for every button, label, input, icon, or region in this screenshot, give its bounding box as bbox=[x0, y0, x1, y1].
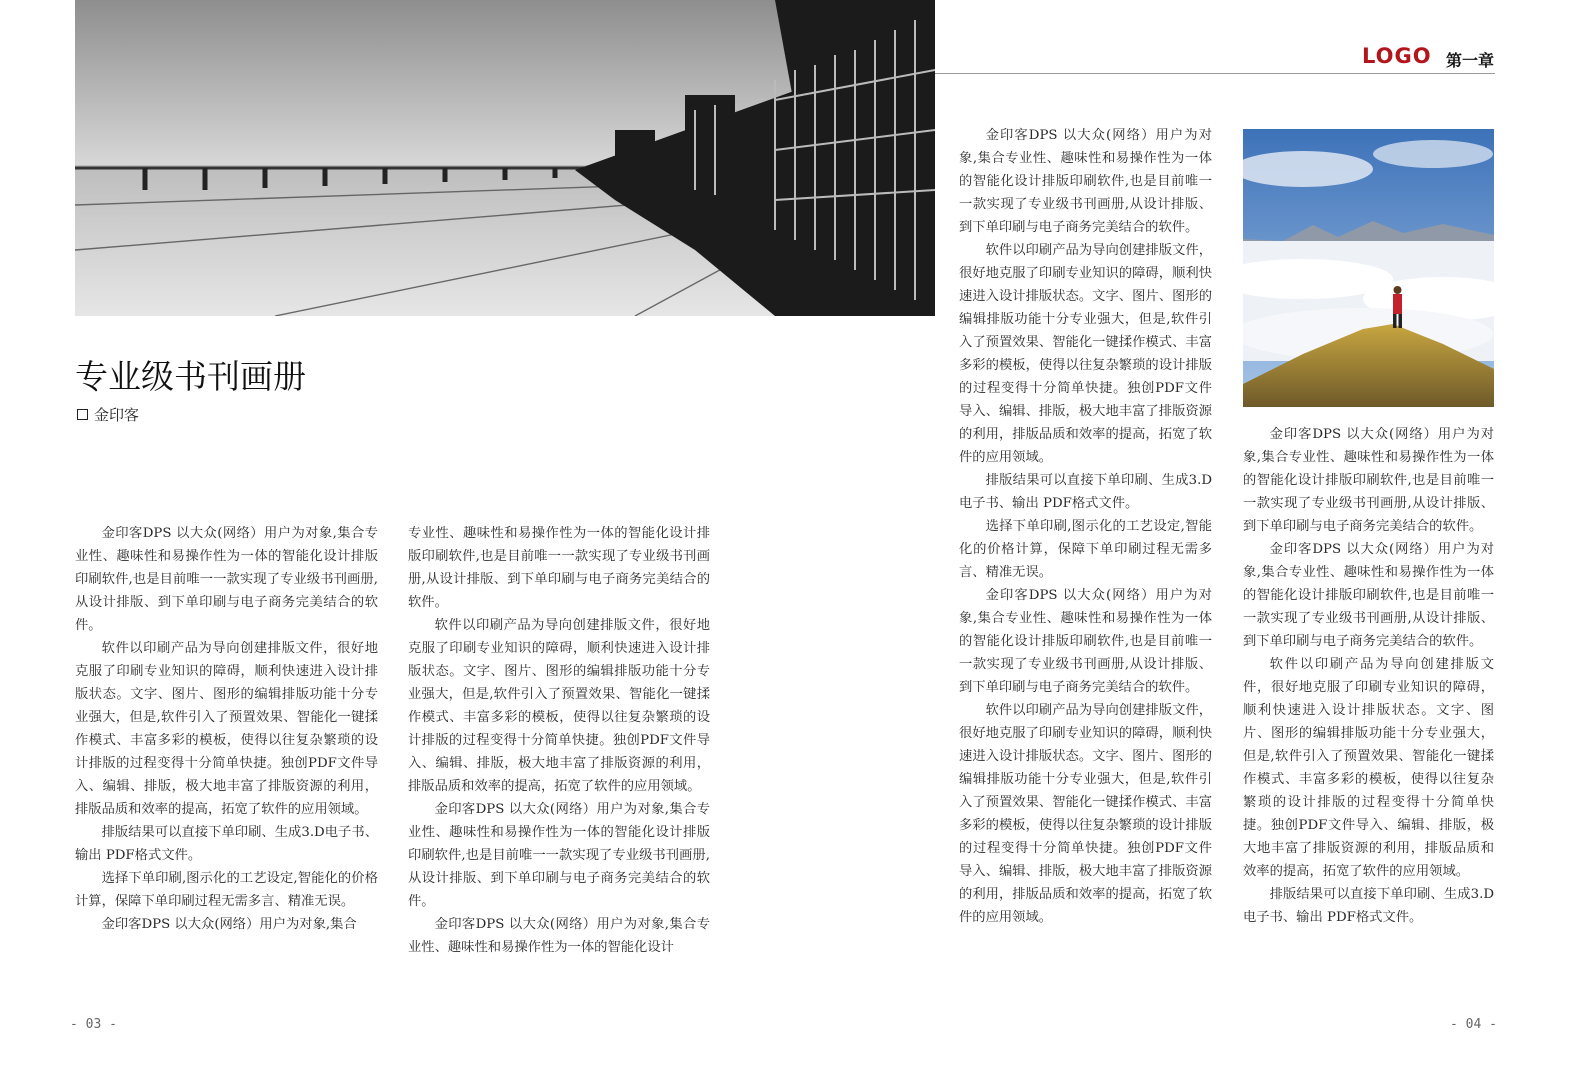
paragraph: 软件以印刷产品为导向创建排版文件，很好地克服了印刷专业知识的障碍，顺利快速进入设计排版状态。文字、图片、图形的编辑排版功能十分专业强大，但是,软件引入了预置效果、智能化一键揉作模式、丰富多彩的模板，使得以往复杂繁琐的设计排版的过程变得十分简单快捷。独创PDF文件导入、编辑、排版，极大地丰富了排版资源的利用，排版品质和效率的提高，拓宽了软件的应用领域。 bbox=[959, 703, 1212, 925]
square-bullet-icon bbox=[77, 409, 88, 420]
paragraph: 选择下单印刷,图示化的工艺设定,智能化的价格计算，保障下单印刷过程无需多言、精准无误。 bbox=[75, 871, 378, 909]
page-number-left: - 03 - bbox=[70, 1017, 117, 1032]
author-line bbox=[77, 404, 139, 425]
text-column-3 bbox=[959, 124, 1212, 974]
paragraph: 选择下单印刷,图示化的工艺设定,智能化的价格计算，保障下单印刷过程无需多言、精准无误。 bbox=[959, 519, 1212, 580]
text-column-2 bbox=[408, 522, 710, 992]
logo: LOGO bbox=[1362, 44, 1432, 68]
paragraph: 排版结果可以直接下单印刷、生成3.D电子书、输出 PDF格式文件。 bbox=[959, 473, 1212, 511]
article-title: 专业级书刊画册 bbox=[75, 357, 306, 396]
header-rule bbox=[935, 73, 1495, 74]
paragraph: 金印客DPS 以大众(网络）用户为对象,集合专业性、趣味性和易操作性为一体的智能化设计排版印刷软件,也是目前唯一一款实现了专业级书刊画册,从设计排版、到下单印刷与电子商务完美结合的软件。 bbox=[75, 526, 378, 633]
paragraph: 排版结果可以直接下单印刷、生成3.D电子书、输出 PDF格式文件。 bbox=[1243, 887, 1494, 925]
text-column-1 bbox=[75, 522, 378, 992]
mountain-photo bbox=[1243, 129, 1494, 407]
paragraph: 金印客DPS 以大众(网络）用户为对象,集合专业性、趣味性和易操作性为一体的智能化设计排版印刷软件,也是目前唯一一款实现了专业级书刊画册,从设计排版、到下单印刷与电子商务完美结合的软件。 bbox=[1243, 427, 1494, 534]
paragraph: 软件以印刷产品为导向创建排版文件，很好地克服了印刷专业知识的障碍，顺利快速进入设计排版状态。文字、图片、图形的编辑排版功能十分专业强大，但是,软件引入了预置效果、智能化一键揉作模式、丰富多彩的模板，使得以往复杂繁琐的设计排版的过程变得十分简单快捷。独创PDF文件导入、编辑、排版，极大地丰富了排版资源的利用，排版品质和效率的提高，拓宽了软件的应用领域。 bbox=[408, 618, 710, 794]
paragraph: 金印客DPS 以大众(网络）用户为对象,集合专业性、趣味性和易操作性为一体的智能化设计排版印刷软件,也是目前唯一一款实现了专业级书刊画册,从设计排版、到下单印刷与电子商务完美结合的软件。 bbox=[408, 802, 710, 909]
paragraph: 软件以印刷产品为导向创建排版文件，很好地克服了印刷专业知识的障碍，顺利快速进入设计排版状态。文字、图片、图形的编辑排版功能十分专业强大，但是,软件引入了预置效果、智能化一键揉作模式、丰富多彩的模板，使得以往复杂繁琐的设计排版的过程变得十分简单快捷。独创PDF文件导入、编辑、排版，极大地丰富了排版资源的利用，排版品质和效率的提高，拓宽了软件的应用领域。 bbox=[75, 641, 378, 817]
paragraph: 软件以印刷产品为导向创建排版文件，很好地克服了印刷专业知识的障碍，顺利快速进入设计排版状态。文字、图片、图形的编辑排版功能十分专业强大，但是,软件引入了预置效果、智能化一键揉作模式、丰富多彩的模板，使得以往复杂繁琐的设计排版的过程变得十分简单快捷。独创PDF文件导入、编辑、排版，极大地丰富了排版资源的利用，排版品质和效率的提高，拓宽了软件的应用领域。 bbox=[959, 243, 1212, 465]
text-column-4 bbox=[1243, 423, 1494, 973]
paragraph: 金印客DPS 以大众(网络）用户为对象,集合专业性、趣味性和易操作性为一体的智能化设计 bbox=[408, 917, 710, 955]
paragraph: 金印客DPS 以大众(网络）用户为对象,集合专业性、趣味性和易操作性为一体的智能化设计排版印刷软件,也是目前唯一一款实现了专业级书刊画册,从设计排版、到下单印刷与电子商务完美结合的软件。 bbox=[959, 128, 1212, 235]
paragraph: 金印客DPS 以大众(网络）用户为对象,集合 bbox=[101, 917, 357, 932]
paragraph: 金印客DPS 以大众(网络）用户为对象,集合专业性、趣味性和易操作性为一体的智能化设计排版印刷软件,也是目前唯一一款实现了专业级书刊画册,从设计排版、到下单印刷与电子商务完美结合的软件。 bbox=[1243, 542, 1494, 649]
author-name: 金印客 bbox=[94, 406, 140, 424]
page-number-right: - 04 - bbox=[1450, 1017, 1497, 1032]
paragraph: 专业性、趣味性和易操作性为一体的智能化设计排版印刷软件,也是目前唯一一款实现了专业级书刊画册,从设计排版、到下单印刷与电子商务完美结合的软件。 bbox=[408, 526, 710, 610]
paragraph: 软件以印刷产品为导向创建排版文件，很好地克服了印刷专业知识的障碍，顺利快速进入设计排版状态。文字、图片、图形的编辑排版功能十分专业强大，但是,软件引入了预置效果、智能化一键揉作模式、丰富多彩的模板，使得以往复杂繁琐的设计排版的过程变得十分简单快捷。独创PDF文件导入、编辑、排版，极大地丰富了排版资源的利用，排版品质和效率的提高，拓宽了软件的应用领域。 bbox=[1243, 657, 1494, 879]
paragraph: 金印客DPS 以大众(网络）用户为对象,集合专业性、趣味性和易操作性为一体的智能化设计排版印刷软件,也是目前唯一一款实现了专业级书刊画册,从设计排版、到下单印刷与电子商务完美结合的软件。 bbox=[959, 588, 1212, 695]
architecture-photo bbox=[75, 0, 935, 316]
paragraph: 排版结果可以直接下单印刷、生成3.D电子书、输出 PDF格式文件。 bbox=[75, 825, 378, 863]
chapter-label: 第一章 bbox=[1446, 51, 1495, 70]
